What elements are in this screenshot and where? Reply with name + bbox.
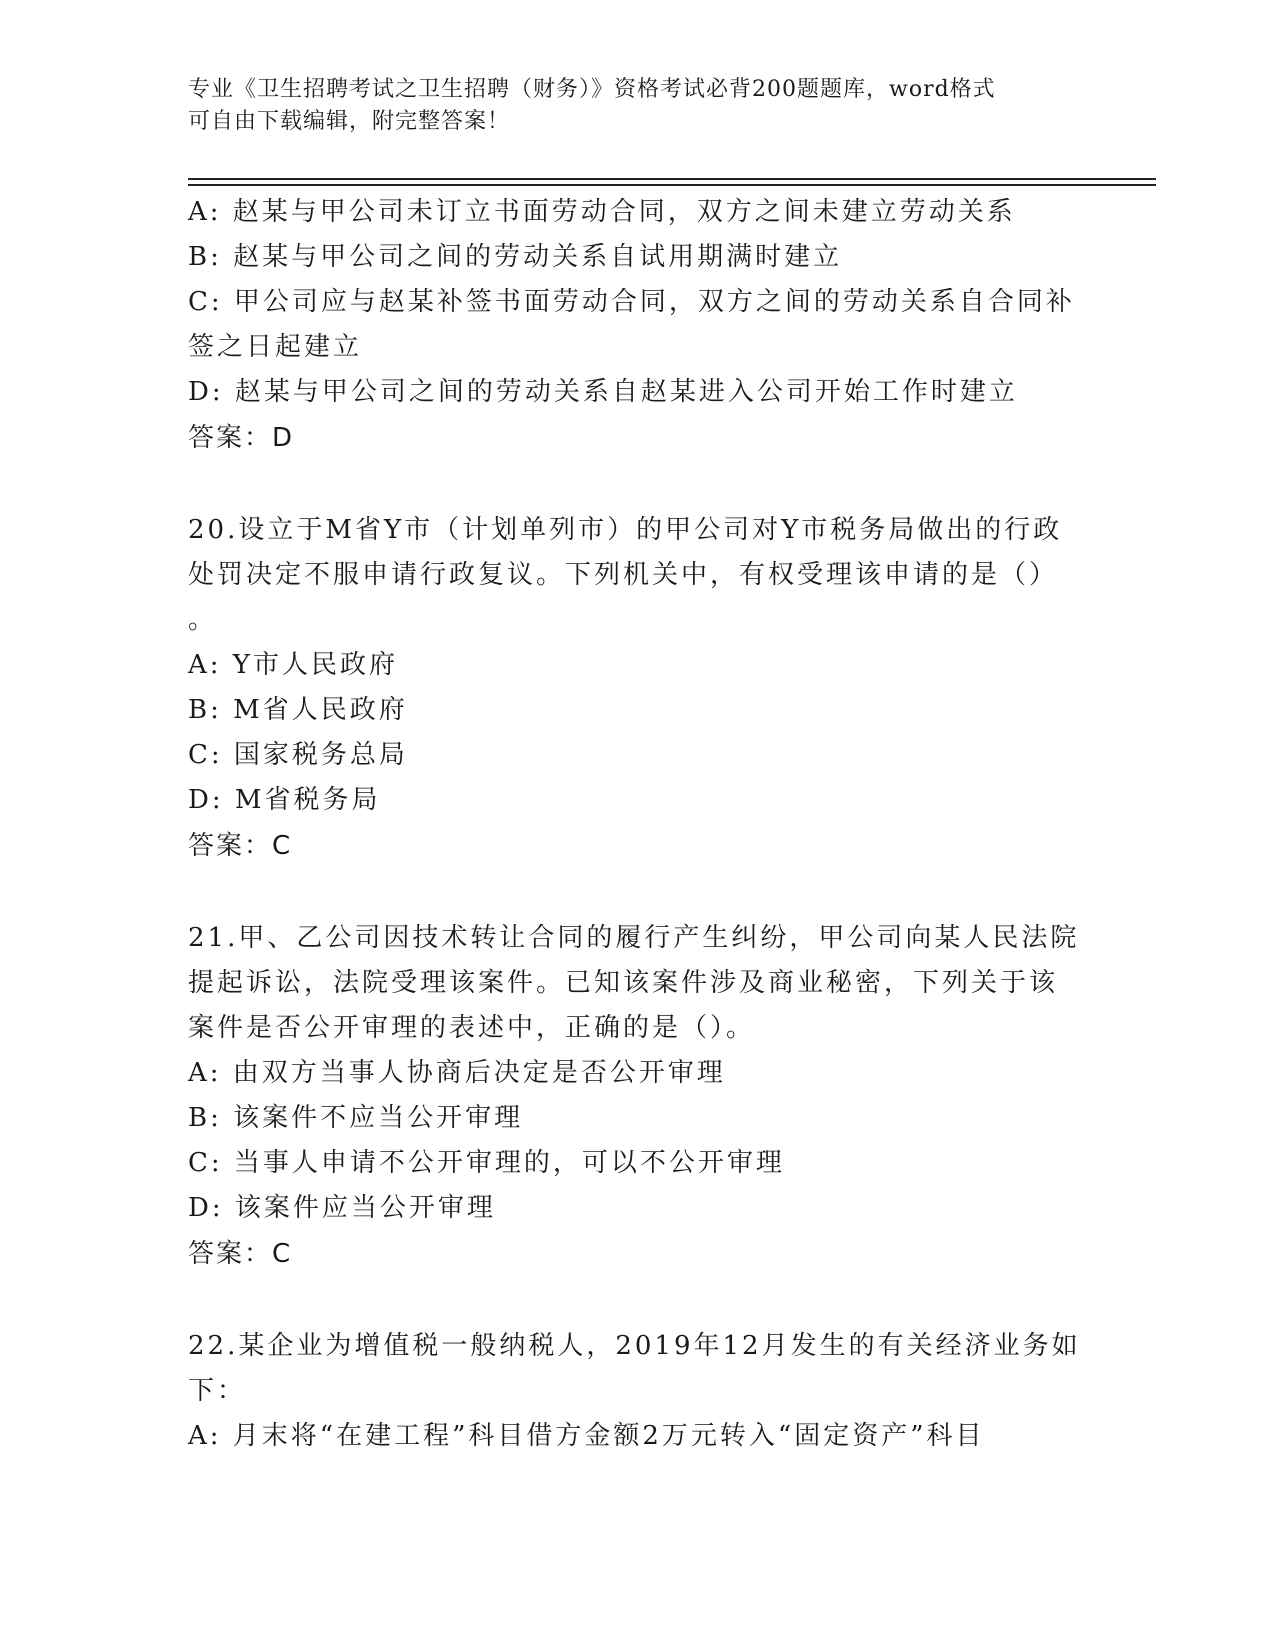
question-stem: 21.甲、乙公司因技术转让合同的履行产生纠纷，甲公司向某人民法院 [188, 923, 1080, 953]
option-d: D: 该案件应当公开审理 [188, 1193, 496, 1223]
question-stem-continued: 。 [188, 605, 218, 635]
option-a: A: 由双方当事人协商后决定是否公开审理 [188, 1058, 726, 1088]
question-stem-continued: 处罚决定不服申请行政复议。下列机关中，有权受理该申请的是（） [188, 560, 1059, 590]
spacer [188, 870, 1088, 916]
answer-label: 答案：D [188, 423, 295, 453]
option-b: B: 赵某与甲公司之间的劳动关系自试用期满时建立 [188, 242, 843, 272]
header-line-1: 专业《卫生招聘考试之卫生招聘（财务）》资格考试必背200题题库，word格式 [188, 77, 996, 102]
answer-label: 答案：C [188, 1239, 293, 1269]
option-a: A: 赵某与甲公司未订立书面劳动合同，双方之间未建立劳动关系 [188, 197, 1016, 227]
header-line-2: 可自由下载编辑，附完整答案！ [188, 109, 511, 134]
question-stem-continued: 案件是否公开审理的表述中，正确的是（）。 [188, 1013, 756, 1043]
question-stem-continued: 提起诉讼，法院受理该案件。已知该案件涉及商业秘密，下列关于该 [188, 968, 1059, 998]
header-divider-bottom [188, 184, 1156, 186]
option-d: D: M省税务局 [188, 785, 381, 815]
option-b: B: M省人民政府 [188, 695, 408, 725]
question-stem: 22.某企业为增值税一般纳税人，2019年12月发生的有关经济业务如 [188, 1331, 1081, 1361]
question-stem: 20.设立于M省Y市（计划单列市）的甲公司对Y市税务局做出的行政 [188, 515, 1063, 545]
question-20 [188, 508, 1088, 870]
option-c-continued: 签之日起建立 [188, 332, 363, 362]
option-d: D: 赵某与甲公司之间的劳动关系自赵某进入公司开始工作时建立 [188, 377, 1018, 407]
option-b: B: 该案件不应当公开审理 [188, 1103, 524, 1133]
option-a: A: Y市人民政府 [188, 650, 398, 680]
question-22 [188, 1324, 1088, 1459]
header-divider-top [188, 178, 1156, 180]
option-c: C: 甲公司应与赵某补签书面劳动合同，双方之间的劳动关系自合同补 [188, 287, 1075, 317]
spacer [188, 1278, 1088, 1324]
question-stem-continued: 下： [188, 1376, 247, 1406]
question-19 [188, 190, 1088, 462]
option-a: A: 月末将“在建工程”科目借方金额2万元转入“固定资产”科目 [188, 1421, 985, 1451]
option-c: C: 当事人申请不公开审理的，可以不公开审理 [188, 1148, 785, 1178]
spacer [188, 462, 1088, 508]
question-21 [188, 916, 1088, 1278]
question-list [188, 190, 1088, 1459]
option-c: C: 国家税务总局 [188, 740, 408, 770]
document-header [188, 74, 1068, 138]
answer-label: 答案：C [188, 831, 293, 861]
